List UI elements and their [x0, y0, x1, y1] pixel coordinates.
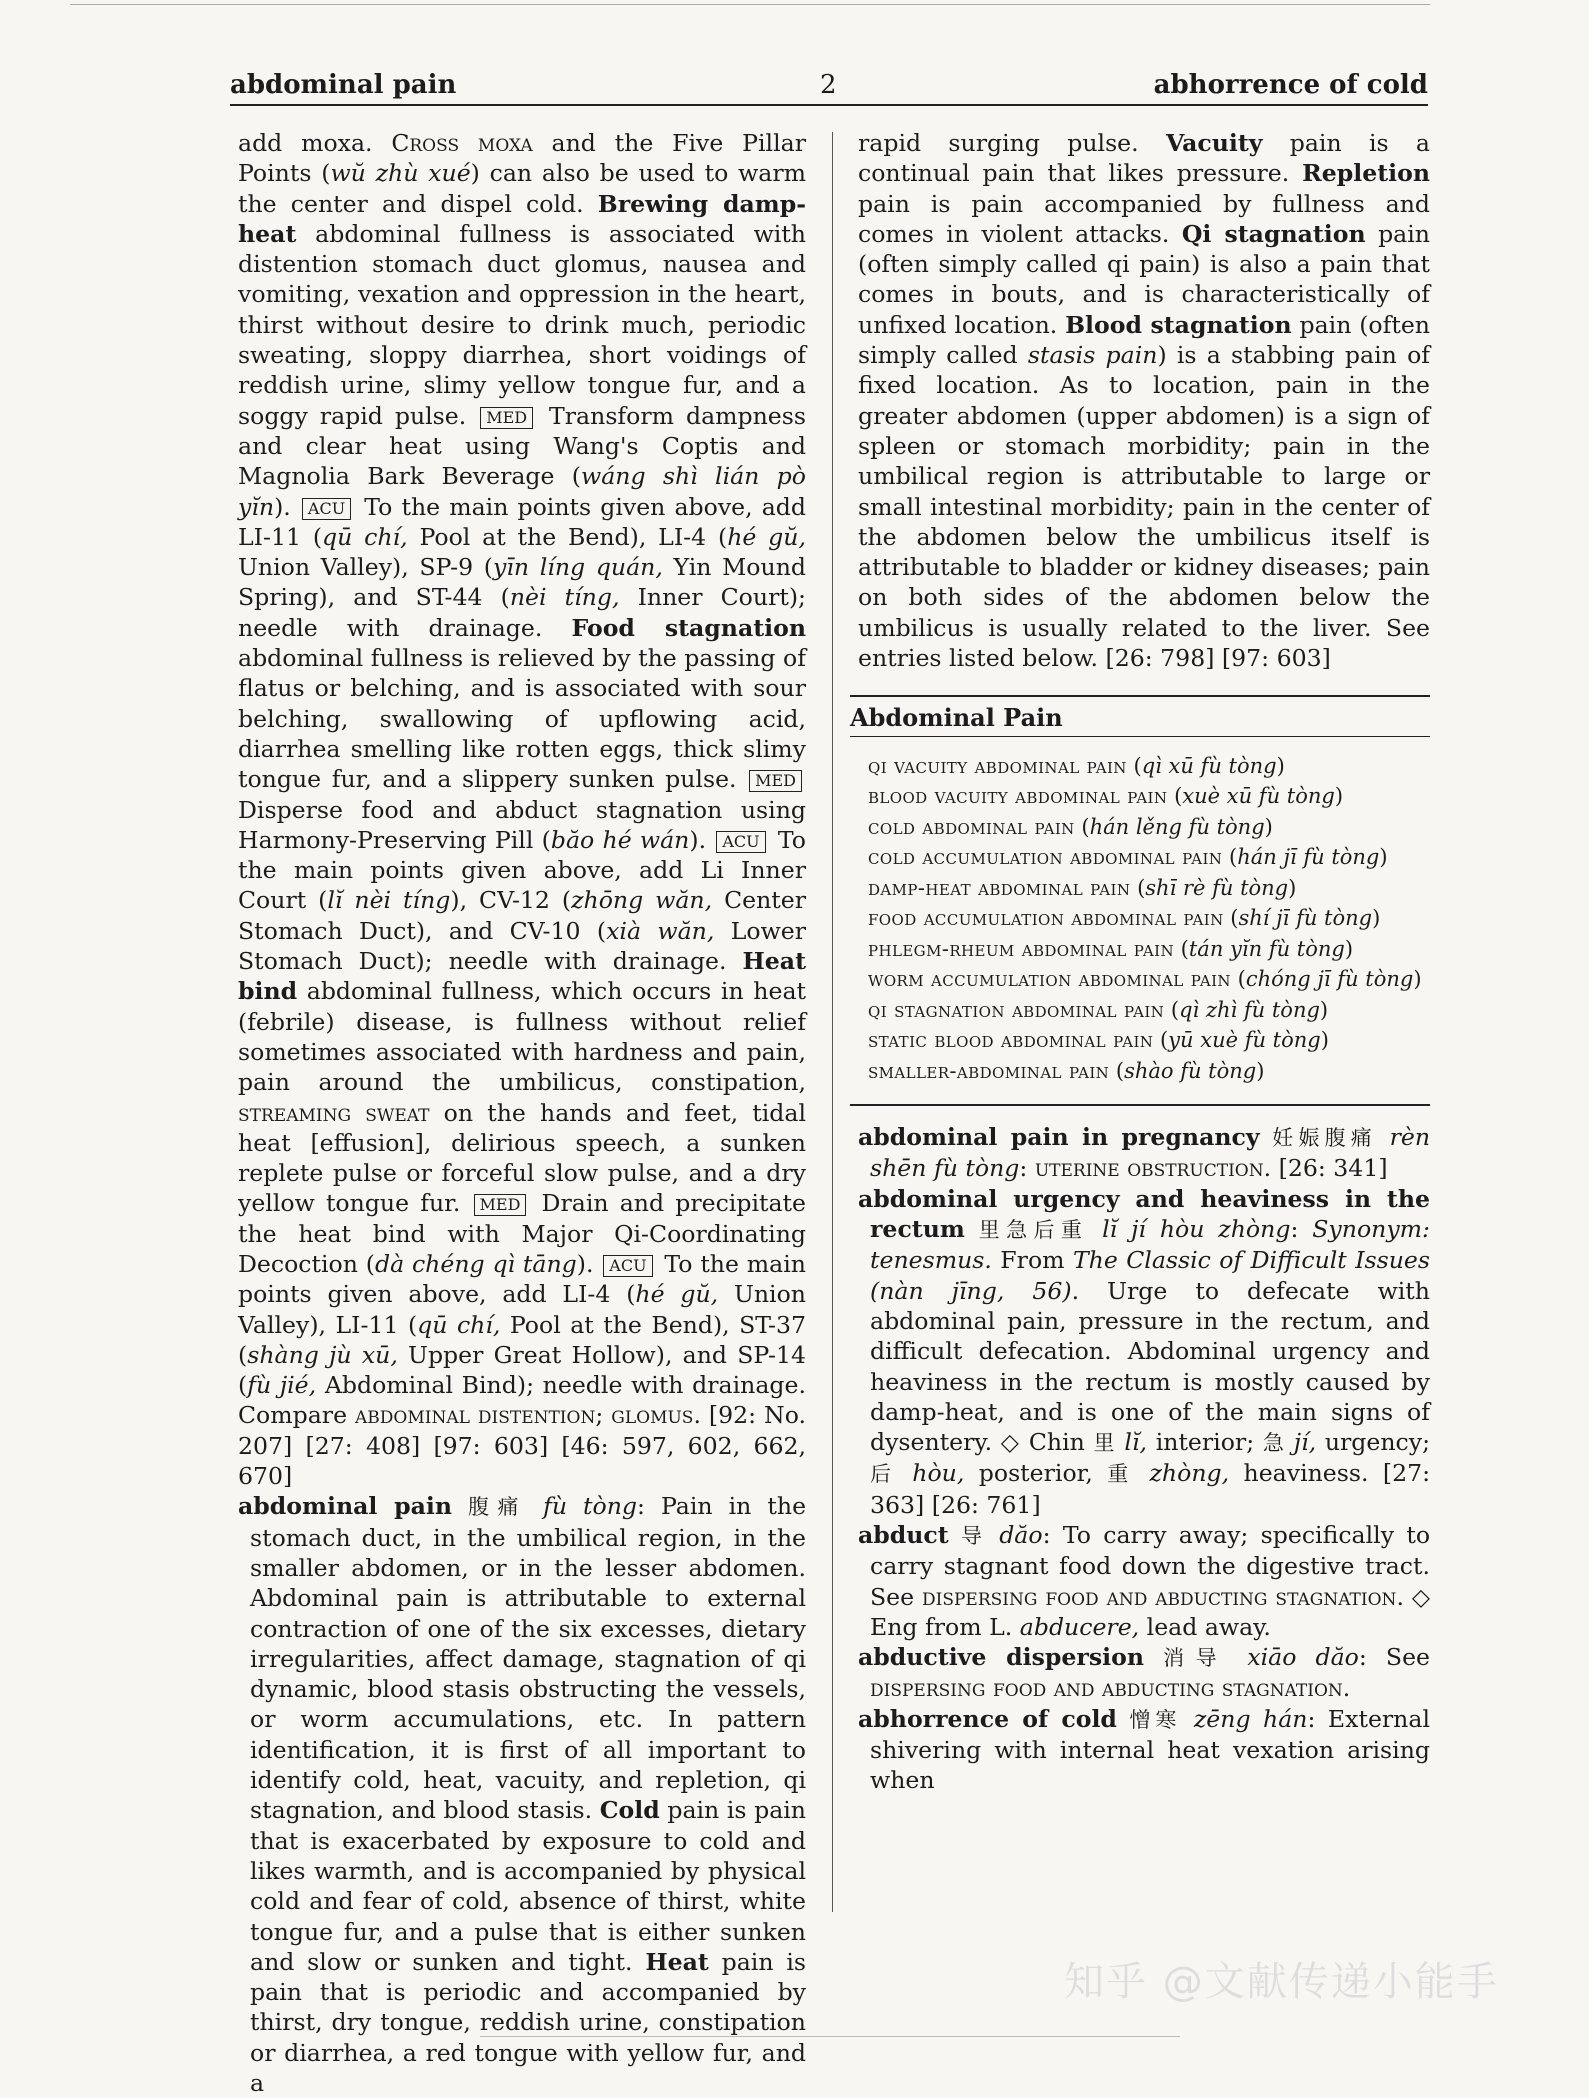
related-entry[interactable]: cold abdominal pain (hán lěng fù tòng): [868, 814, 1273, 839]
related-entry-term: qi stagnation abdominal pain: [868, 997, 1165, 1022]
entry-abduct: abduct 导 dăo: To carry away; specifically to carry stagnant food down the digestive tract. See dispersing food and abducting stagnation. ◇ Eng from L. abducere, lead away.: [858, 1521, 1431, 1641]
related-entry-pinyin: chóng jī fù tòng: [1245, 967, 1414, 992]
cross-ref[interactable]: glomus: [611, 1401, 694, 1430]
related-entry-term: cold abdominal pain: [868, 814, 1075, 839]
header-rule: [230, 104, 1428, 106]
acu-tag: ACU: [716, 831, 765, 853]
related-entry[interactable]: cold accumulation abdominal pain (hán jī fù tòng): [868, 845, 1388, 870]
entry-abhorrence-of-cold: abhorrence of cold 憎寒 zēng hán: External shivering with internal heat vexation arising when: [858, 1704, 1430, 1795]
med-tag: MED: [749, 770, 802, 792]
med-tag: MED: [480, 407, 533, 429]
entry-pinyin: rèn shēn fù tòng: [870, 1123, 1431, 1183]
subheading: Repletion: [1302, 159, 1430, 188]
entry-abdominal-urgency: abdominal urgency and heaviness in the rectum 里急后重 lĭ jí hòu zhòng: Synonym: tenesmus. From The Classic of Difficult Issues (nàn jīng, 56). Urge to defecate with abdominal pain, pressure in the rectum, and difficult defecation. Abdominal urgency and heaviness in the rectum is mostly caused by damp-heat, and is one of the main signs of dysentery. ◇ Chin 里 lĭ, interior; 急 jí, urgency; 后 hòu, posterior, 重 zhòng, heaviness. [27: 363] [26: 761]: [858, 1184, 1431, 1519]
subheading: Heat bind: [238, 947, 806, 1006]
related-entry-term: blood vacuity abdominal pain: [868, 784, 1168, 809]
entry-headword: abdominal pain in pregnancy: [858, 1123, 1260, 1152]
entry-chinese: 憎寒: [1129, 1707, 1182, 1732]
box-top-rule: [850, 695, 1430, 697]
related-entry-pinyin: yū xuè fù tòng: [1168, 1028, 1321, 1053]
scan-top-line: [70, 4, 1430, 5]
related-entries-list: [868, 751, 1430, 1087]
entry-headword: abdominal urgency and heaviness in the rectum: [858, 1184, 1430, 1244]
entry-headword: abdominal pain: [238, 1492, 452, 1521]
subheading: Food stagnation: [571, 613, 806, 642]
watermark-text: 知乎 @文献传递小能手: [1064, 1959, 1499, 2005]
subheading: Cold: [599, 1796, 660, 1825]
related-entry[interactable]: static blood abdominal pain (yū xuè fù tòng): [868, 1028, 1329, 1053]
header-last-entry: abhorrence of cold: [1153, 70, 1428, 100]
related-entry-term: food accumulation abdominal pain: [868, 906, 1224, 931]
entry-headword: abduct: [858, 1521, 949, 1549]
entry-chinese: 妊娠腹痛: [1272, 1126, 1377, 1151]
related-entry-pinyin: shī rè fù tòng: [1145, 875, 1289, 900]
med-tag: MED: [474, 1194, 527, 1216]
related-entry-pinyin: tán yĭn fù tòng: [1188, 936, 1345, 961]
subheading: Brewing damp-heat: [238, 189, 806, 248]
left-column: [238, 128, 806, 2098]
cross-ref[interactable]: streaming sweat: [238, 1098, 430, 1127]
entry-continuation: add moxa. Cross moxa and the Five Pillar Points (wŭ zhù xué) can also be used to warm the center and dispel cold. Brewing damp-heat abdominal fullness is associated with distention stomach duct glomus, nausea and vomiting, vexation and oppression in the heart, thirst without desire to drink much, periodic sweating, sloppy diarrhea, short voidings of reddish urine, slimy yellow tongue fur, and a soggy rapid pulse. MED Transform dampness and clear heat using Wang's Coptis and Magnolia Bark Beverage (wáng shì lián pò yĭn). ACU To the main points given above, add LI-11 (qū chí, Pool at the Bend), LI-4 (hé gŭ, Union Valley), SP-9 (yīn líng quán, Yin Mound Spring), and ST-44 (nèi tíng, Inner Court); needle with drainage. Food stagnation abdominal fullness is relieved by the passing of flatus or belching, and is associated with sour belching, swallowing of upflowing acid, diarrhea smelling like rotten eggs, thick slimy tongue fur, and a slippery sunken pulse. MED Disperse food and abduct stagnation using Harmony-Preserving Pill (băo hé wán). ACU To the main points given above, add Li Inner Court (lĭ nèi tíng), CV-12 (zhōng wăn, Center Stomach Duct), and CV-10 (xià wăn, Lower Stomach Duct); needle with drainage. Heat bind abdominal fullness, which occurs in heat (febrile) disease, is fullness without relief sometimes associated with hardness and pain, pain around the umbilicus, constipation, streaming sweat on the hands and feet, tidal heat [effusion], delirious speech, a sunken replete pulse or forceful slow pulse, and a dry yellow tongue fur. MED Drain and precipitate the heat bind with Major Qi-Coordinating Decoction (dà chéng qì tāng). ACU To the main points given above, add LI-4 (hé gŭ, Union Valley), LI-11 (qū chí, Pool at the Bend), ST-37 (shàng jù xū, Upper Great Hollow), and SP-14 (fù jié, Abdominal Bind); needle with drainage. Compare abdominal distention; glomus. [92: No. 207] [27: 408] [97: 603] [46: 597, 602, 662, 670]: [238, 129, 807, 1491]
subheading: Vacuity: [1165, 129, 1263, 157]
related-entry[interactable]: qi vacuity abdominal pain (qì xū fù tòng): [868, 753, 1285, 778]
related-entry-term: damp-heat abdominal pain: [868, 875, 1131, 900]
related-entry-term: cold accumulation abdominal pain: [868, 845, 1223, 870]
entry-abductive-dispersion: abductive dispersion 消导 xiāo dăo: See dispersing food and abducting stagnation.: [858, 1643, 1431, 1703]
right-column: [850, 128, 1431, 1796]
related-entry-pinyin: hán jī fù tòng: [1237, 845, 1380, 870]
related-entry-pinyin: shí jī fù tòng: [1238, 906, 1373, 931]
related-entry[interactable]: blood vacuity abdominal pain (xuè xū fù tòng): [868, 784, 1344, 809]
related-entry-pinyin: qì zhì fù tòng: [1179, 997, 1320, 1022]
related-entry[interactable]: smaller-abdominal pain (shào fù tòng): [868, 1058, 1265, 1083]
entry-pinyin: dăo: [999, 1521, 1043, 1549]
box-title: Abdominal Pain: [850, 703, 1430, 736]
box-bottom-rule: [850, 1104, 1430, 1106]
related-entry[interactable]: worm accumulation abdominal pain (chóng jī fù tòng): [868, 967, 1422, 992]
entry-pinyin: zēng hán: [1193, 1704, 1308, 1733]
entry-pinyin: fù tòng: [543, 1492, 638, 1521]
subheading: Qi stagnation: [1181, 219, 1366, 248]
entry-headword: abhorrence of cold: [858, 1704, 1117, 1733]
related-entry[interactable]: damp-heat abdominal pain (shī rè fù tòng): [868, 875, 1297, 900]
entry-headword: abductive dispersion: [858, 1643, 1144, 1672]
entry-continuation: rapid surging pulse. Vacuity pain is a continual pain that likes pressure. Repletion pain is pain accompanied by fullness and comes in violent attacks. Qi stagnation pain (often simply called qi pain) is also a pain that comes in bouts, and is characteristically of unfixed location. Blood stagnation pain (often simply called stasis pain) is a stabbing pain of fixed location. As to location, pain in the greater abdomen (upper abdomen) is a sign of spleen or stomach morbidity; pain in the umbilical region is attributable to large or small intestinal morbidity; pain in the center of the abdomen below the umbilicus itself is attributable to bladder or kidney diseases; pain on both sides of the abdomen below the umbilicus is usually related to the liver. See entries listed below. [26: 798] [97: 603]: [858, 129, 1430, 673]
entry-abdominal-pain: abdominal pain 腹痛 fù tòng: Pain in the stomach duct, in the umbilical region, in the smaller abdomen, or in the lesser abdomen. Abdominal pain is attributable to external contraction of one of the six excesses, dietary irregularities, affect damage, stagnation of qi dynamic, blood stasis obstructing the vessels, or worm accumulations, etc. In pattern identification, it is first of all important to identify cold, heat, vacuity, and repletion, qi stagnation, and blood stasis. Cold pain is pain that is exacerbated by exposure to cold and likes warmth, and is accompanied by physical cold and fear of cold, absence of thirst, white tongue fur, and a pulse that is either sunken and slow or sunken and tight. Heat pain is pain that is periodic and accompanied by thirst, dry tongue, reddish urine, constipation or diarrhea, a red tongue with yellow fur, and a: [238, 1492, 807, 2097]
page-number: 2: [820, 70, 837, 100]
related-entry-pinyin: shào fù tòng: [1124, 1058, 1257, 1083]
scan-bottom-line: [480, 2036, 1180, 2037]
cross-ref[interactable]: abdominal distention: [355, 1401, 596, 1430]
related-entry-term: phlegm-rheum abdominal pain: [868, 936, 1174, 961]
cross-ref[interactable]: uterine obstruction: [1034, 1154, 1264, 1183]
entry-abdominal-pain-in-pregnancy: abdominal pain in pregnancy 妊娠腹痛 rèn shēn fù tòng: uterine obstruction. [26: 341]: [858, 1123, 1431, 1183]
related-entry-term: qi vacuity abdominal pain: [868, 753, 1127, 778]
related-entry-pinyin: hán lěng fù tòng: [1089, 814, 1265, 839]
entry-chinese: 里急后重: [978, 1218, 1089, 1243]
related-entry-pinyin: xuè xū fù tòng: [1182, 784, 1335, 809]
acu-tag: ACU: [302, 498, 351, 520]
related-entry-term: worm accumulation abdominal pain: [868, 967, 1231, 992]
cross-ref[interactable]: Cross moxa: [391, 129, 533, 157]
entry-chinese: 消导: [1163, 1646, 1229, 1671]
running-header: [230, 70, 1428, 106]
header-first-entry: abdominal pain: [230, 70, 457, 100]
column-divider: [832, 132, 833, 1912]
cross-ref[interactable]: dispersing food and abducting stagnation: [870, 1674, 1343, 1703]
related-entry-pinyin: qì xū fù tòng: [1141, 753, 1277, 778]
subheading: Blood stagnation: [1065, 310, 1292, 339]
related-entry-term: smaller-abdominal pain: [868, 1058, 1110, 1083]
related-entry[interactable]: qi stagnation abdominal pain (qì zhì fù tòng): [868, 997, 1329, 1022]
cross-ref[interactable]: dispersing food and abducting stagnation: [922, 1582, 1397, 1611]
entry-chinese: 导: [961, 1524, 987, 1548]
related-entry[interactable]: phlegm-rheum abdominal pain (tán yĭn fù tòng): [868, 936, 1354, 961]
acu-tag: ACU: [603, 1255, 652, 1277]
related-entry[interactable]: food accumulation abdominal pain (shí jī fù tòng): [868, 906, 1381, 931]
entry-chinese: 腹痛: [468, 1495, 528, 1520]
subheading: Heat: [645, 1947, 709, 1976]
entry-pinyin: lĭ jí hòu zhòng: [1102, 1215, 1291, 1244]
entry-pinyin: xiāo dăo: [1247, 1643, 1359, 1672]
related-entry-term: static blood abdominal pain: [868, 1028, 1154, 1053]
